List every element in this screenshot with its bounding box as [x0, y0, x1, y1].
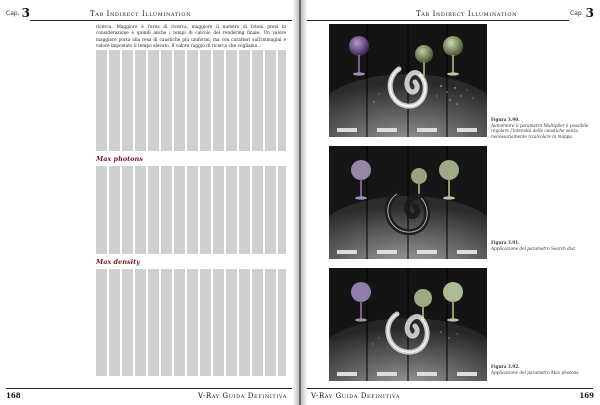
figure-label: Figura 3.92. — [491, 364, 520, 369]
text-lines-block-1 — [96, 50, 286, 151]
figure-label: Figura 3.90. — [491, 117, 520, 122]
figure-caption-3 — [491, 364, 591, 375]
running-title: Tab Indirect Illumination — [416, 10, 518, 18]
running-title: Tab Indirect Illumination — [90, 10, 192, 18]
text-line — [96, 370, 286, 376]
render-image-3 — [329, 268, 487, 381]
chapter-number: 3 — [21, 6, 30, 20]
page-number: 168 — [6, 391, 21, 400]
footer-rule — [307, 388, 593, 389]
body-text-column — [96, 25, 286, 376]
page-number: 169 — [579, 391, 594, 400]
footer-title: V-Ray Guida Definitiva — [197, 392, 287, 400]
figure-caption-2 — [491, 240, 591, 251]
figure-caption-1 — [491, 117, 591, 139]
render-figure-3 — [329, 268, 487, 381]
chapter-number: 3 — [585, 6, 594, 20]
heading-max-photons: Max photons — [96, 154, 143, 163]
figure-label: Figura 3.91. — [491, 240, 520, 245]
intro-paragraph — [96, 25, 286, 50]
text-lines-block-2 — [96, 166, 286, 254]
text-line — [96, 145, 286, 151]
figure-caption-text: Applicazione del parametro Max photons. — [491, 369, 580, 375]
chapter-label: Cap. — [570, 9, 584, 17]
figure-caption-text: Applicazione del parametro Search dist. — [491, 245, 577, 251]
right-page — [301, 0, 600, 405]
header-rule — [307, 20, 569, 21]
chapter-badge — [6, 6, 30, 20]
text-lines-block-3 — [96, 269, 286, 376]
footer-rule — [6, 388, 292, 389]
chapter-label: Cap. — [6, 9, 20, 17]
render-image-1 — [329, 24, 487, 137]
footer-title: V-Ray Guida Definitiva — [311, 392, 401, 400]
render-image-2 — [329, 146, 487, 259]
left-page — [0, 0, 299, 405]
intro-text: ricerca. Maggiore è l'area di ricerca, maggiore il numero di fotoni presi in considerazione e quindi anche i tempi di calcolo del rendering finale. Un valore maggiore porta alla resa di caustiche più uniformi, ma con caratteri sull'immagini e valore impostato il tempo elevato. Il valore raggio di ricerca che vogliamo... — [96, 25, 286, 49]
text-line — [96, 248, 286, 254]
chapter-badge — [570, 6, 594, 20]
header-rule — [30, 20, 292, 21]
figure-caption-text: Aumentare il parametro Multiplier è possibile regolare l'intensità delle caustiche senza necessariamente ricalcolare la mappa. — [491, 122, 589, 139]
heading-max-density: Max density — [96, 258, 140, 267]
render-figure-2 — [329, 146, 487, 259]
render-figure-1 — [329, 24, 487, 137]
